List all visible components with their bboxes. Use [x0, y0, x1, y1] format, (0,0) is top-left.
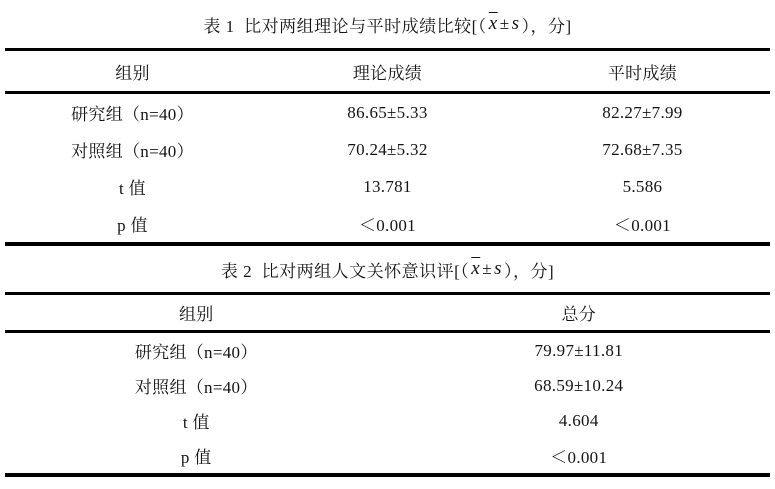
- table-cell: 5.586: [622, 176, 663, 196]
- table-row: [5, 94, 770, 131]
- row-label: t 值: [182, 413, 210, 432]
- row-label: 研究组（n=40）: [134, 343, 258, 362]
- s-symbol: s: [511, 13, 520, 34]
- table-1-title-suffix: ），分]: [521, 16, 572, 36]
- table-cell: 4.604: [558, 410, 599, 430]
- row-label: t 值: [119, 179, 146, 198]
- column-header-daily-score: 平时成绩: [607, 63, 678, 83]
- table-2: [5, 246, 770, 477]
- s-symbol: s: [494, 258, 502, 279]
- plus-minus-symbol: ±: [482, 259, 493, 278]
- column-header-group: 组别: [178, 305, 214, 324]
- column-header-theory-score: 理论成绩: [352, 63, 423, 83]
- table-cell: 70.24±5.32: [347, 139, 428, 159]
- table-2-bottom-rule: [5, 473, 770, 477]
- table-cell: ＜0.001: [613, 216, 671, 235]
- table-2-title-suffix: ），分]: [503, 261, 555, 281]
- table-row: [5, 368, 770, 403]
- table-1: [5, 0, 770, 246]
- plus-minus-symbol: ±: [499, 14, 510, 33]
- table-cell: 72.68±7.35: [602, 139, 683, 159]
- xbar-symbol: $\overline{x}$: [488, 13, 498, 34]
- xbar-symbol: $\overline{x}$: [471, 258, 481, 279]
- table-cell: ＜0.001: [358, 216, 416, 235]
- table-cell: 82.27±7.99: [602, 102, 683, 122]
- table-1-title: [5, 0, 770, 48]
- column-header-group: 组别: [115, 63, 150, 83]
- table-cell: ＜0.001: [550, 448, 608, 467]
- table-row: [5, 333, 770, 368]
- row-label: 研究组（n=40）: [71, 105, 194, 124]
- table-2-title: [5, 246, 770, 292]
- table-row: [5, 168, 770, 205]
- column-header-total-score: 总分: [561, 305, 597, 324]
- table-cell: 68.59±10.24: [534, 375, 624, 395]
- table-2-header-row: [5, 295, 770, 330]
- table-row: [5, 438, 770, 473]
- table-cell: 79.97±11.81: [534, 340, 623, 360]
- row-label: 对照组（n=40）: [71, 142, 194, 161]
- table-row: [5, 131, 770, 168]
- table-row: [5, 403, 770, 438]
- table-1-header-row: [5, 51, 770, 91]
- row-label: 对照组（n=40）: [134, 378, 258, 397]
- table-1-title-text: 表 1 比对两组理论与平时成绩比较[（: [203, 16, 487, 36]
- row-label: p 值: [180, 448, 212, 467]
- row-label: p 值: [117, 216, 148, 235]
- table-cell: 13.781: [363, 176, 412, 196]
- table-2-title-text: 表 2 比对两组人文关怀意识评[（: [220, 261, 470, 281]
- table-row: [5, 205, 770, 242]
- table-cell: 86.65±5.33: [347, 102, 428, 122]
